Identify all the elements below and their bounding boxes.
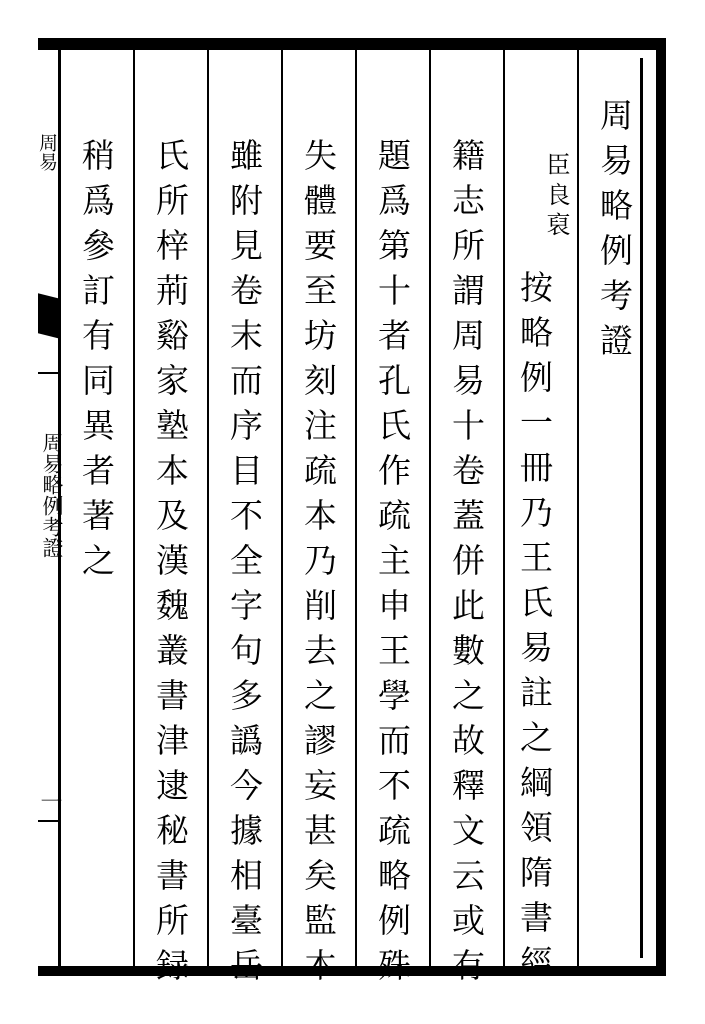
text-column-7: 稍爲參訂有同異者著之 (77, 138, 116, 588)
text-column-3: 題爲第十者孔氏作疏主申王學而不疏略例殊 (373, 138, 412, 993)
margin-rule (38, 820, 60, 822)
author-note: 臣良裒 (542, 152, 570, 242)
frame-bottom-border (38, 966, 666, 976)
column-rule (207, 50, 209, 966)
column-rule (133, 50, 135, 966)
margin-page-number: 一 (37, 790, 62, 812)
margin-fragment-text: 周易 (36, 133, 58, 171)
column-rule (355, 50, 357, 966)
text-column-2: 籍志所謂周易十卷蓋併此數之故釋文云或有 (447, 138, 486, 993)
frame-top-border (38, 38, 666, 50)
frame-right-border (656, 38, 666, 976)
text-column-4: 失體要至坊刻注疏本乃削去之謬妄甚矣監本 (299, 138, 338, 993)
column-rule (503, 50, 505, 966)
text-column-1: 按略例一冊乃王氏易註之綱領隋書經 (515, 270, 554, 990)
page-title: 周易略例考證 (595, 98, 634, 368)
text-column-5: 雖附見卷末而序目不全字句多譌今據相臺岳 (225, 138, 264, 993)
margin-running-title: 周易略例考證 (40, 432, 64, 558)
column-rule (577, 50, 579, 966)
frame-right-inner-rule (640, 58, 643, 958)
column-rule (281, 50, 283, 966)
column-rule (429, 50, 431, 966)
margin-rule (38, 372, 60, 374)
fish-tail-mark (38, 293, 60, 338)
text-column-6: 氏所梓荊谿家塾本及漢魏叢書津逮秘書所録 (151, 138, 190, 993)
